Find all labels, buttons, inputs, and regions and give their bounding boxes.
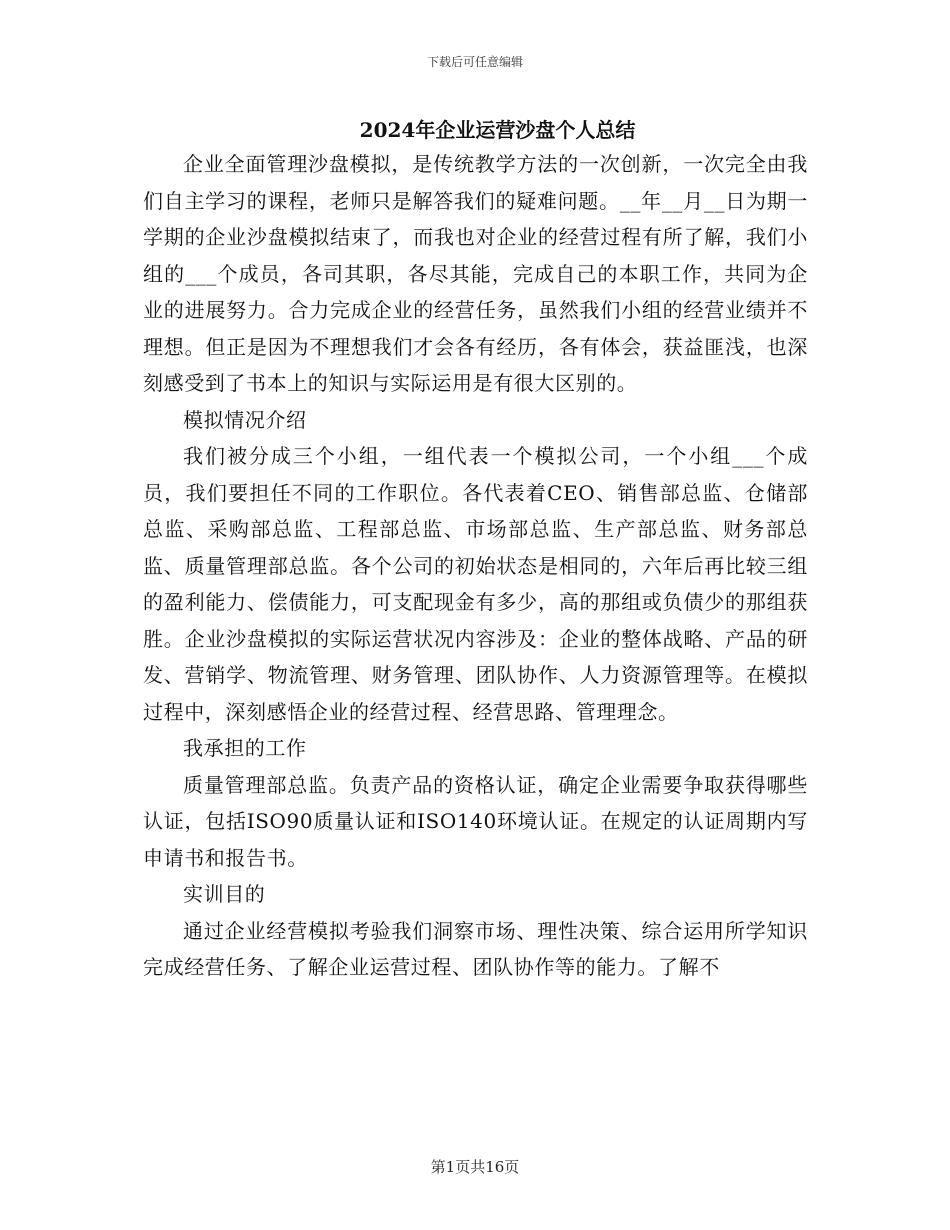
document-title: 2024年企业运营沙盘个人总结 xyxy=(359,118,636,142)
paragraph-intro: 企业全面管理沙盘模拟，是传统教学方法的一次创新，一次完全由我们自主学习的课程，老师只是解答我们的疑难问题。__年__月__日为期一学期的企业沙盘模拟结束了，而我也对企业的经营过程有所了解，我们小组的___个成员，各司其职，各尽其能，完成自己的本职工作，共同为企业的进展努力。合力完成企业的经营任务，虽然我们小组的经营业绩并不理想。但正是因为不理想我们才会各有经历，各有体会，获益匪浅，也深刻感受到了书本上的知识与实际运用是有很大区别的。 xyxy=(143,152,808,395)
section-heading-my-work: 我承担的工作 xyxy=(183,736,307,760)
section-heading-purpose: 实训目的 xyxy=(183,882,266,906)
document-body xyxy=(143,146,808,986)
section-heading-simulation: 模拟情况介绍 xyxy=(183,407,307,432)
paragraph-purpose: 通过企业经营模拟考验我们洞察市场、理性决策、综合运用所学知识完成经营任务、了解企业运营过程、团队协作等的能力。了解不 xyxy=(143,918,808,979)
paragraph-my-work: 质量管理部总监。负责产品的资格认证，确定企业需要争取获得哪些认证，包括ISO90质量认证和ISO140环境认证。在规定的认证周期内写申请书和报告书。 xyxy=(143,772,808,870)
page-number-footer: 第1页共16页 xyxy=(430,1158,520,1176)
paragraph-simulation: 我们被分成三个小组，一组代表一个模拟公司，一个小组___个成员，我们要担任不同的工作职位。各代表着CEO、销售部总监、仓储部总监、采购部总监、工程部总监、市场部总监、生产部总监、财务部总监、质量管理部总监。各个公司的初始状态是相同的，六年后再比较三组的盈利能力、偿债能力，可支配现金有多少，高的那组或负债少的那组获胜。企业沙盘模拟的实际运营状况内容涉及：企业的整体战略、产品的研发、营销学、物流管理、财务管理、团队协作、人力资源管理等。在模拟过程中，深刻感悟企业的经营过程、经营思路、管理理念。 xyxy=(143,444,808,724)
page-header-note: 下载后可任意编辑 xyxy=(426,55,523,69)
